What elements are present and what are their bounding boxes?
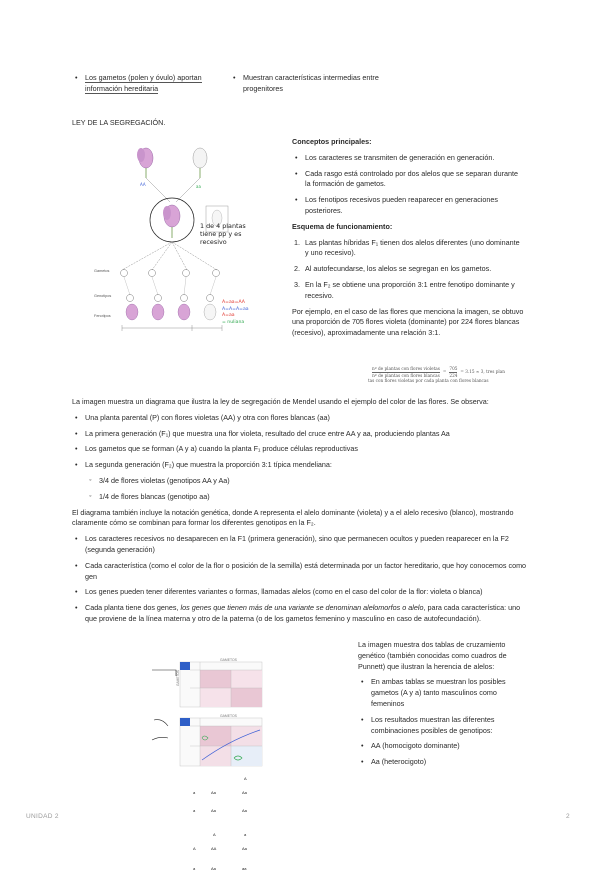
fact-item: • Los caracteres recesivos no desaparecen en la F1 (primera generación), sino que permanecen ocultos y pueden reaparecer en la F2 (segunda generación) bbox=[72, 534, 528, 556]
fact-item-alleles: • Cada planta tiene dos genes, los genes que tienen más de una variante se denominan alelomorfos o alelo, para cada característica: uno que proviene de la línea materna y otro de la paterna (o de los gametos femenino y masculino en caso de autofecundación). bbox=[72, 603, 528, 625]
t2-cell: AA bbox=[211, 845, 217, 851]
t2-cell: Aa bbox=[211, 865, 216, 871]
punnett-title-1: GAMETOS bbox=[220, 658, 237, 662]
t2-row-header: a bbox=[193, 865, 196, 871]
footer-page-number: 2 bbox=[566, 813, 570, 820]
legend-line-1: A=aa=AA bbox=[222, 300, 245, 305]
top-bullet-right: • Muestran características intermedias entre progenitores bbox=[230, 73, 380, 95]
concepts-block bbox=[292, 137, 524, 344]
concept-item: • Los caracteres se transmiten de generación en generación. bbox=[292, 153, 524, 164]
f2-flowers bbox=[126, 304, 216, 320]
diagram-legend bbox=[222, 300, 249, 327]
main-text bbox=[72, 397, 528, 630]
t1-cell: Aa bbox=[211, 807, 216, 813]
diagram-row-fenotipos: Fenotipos bbox=[94, 314, 111, 318]
observation-item: • La segunda generación (F₂) que muestra la proporción 3:1 típica mendeliana: bbox=[72, 460, 528, 471]
diagram-row-genotipos: Genotipos bbox=[94, 294, 112, 298]
legend-line-4: = nuliana bbox=[222, 319, 245, 325]
punnett-diagram bbox=[150, 658, 268, 871]
formula-denominator: nº de plantas con flores blancas bbox=[372, 372, 440, 378]
formula-line2: tas con flores violetas por cada planta con flores blancas bbox=[368, 378, 489, 384]
concept-item: • Los fenotipos recesivos pueden reaparecer en generaciones posteriores. bbox=[292, 195, 524, 217]
ratio-formula: nº de plantas con flores violetas nº de plantas con flores blancas = $\frac{705}{224}$ = 3.15 ≈ 3, tres plan tas con flores violetas por cada planta con flores blancas bbox=[372, 366, 532, 384]
punnett-bullet: • En ambas tablas se muestran los posibles gametos (A y a) tanto masculinos como femeninos bbox=[358, 677, 530, 709]
fact-item: • Los genes pueden tener diferentes variantes o formas, llamadas alelos (como en el caso del color de la flor: violeta o blanca) bbox=[72, 587, 528, 598]
legend-line-3: A=aa bbox=[222, 313, 235, 319]
segregation-diagram bbox=[92, 140, 272, 345]
observation-item: • Los gametos que se forman (A y a) cuando la planta F₁ produce células reproductivas bbox=[72, 444, 528, 455]
t2-col-header: A bbox=[213, 831, 216, 837]
scheme-item: 2. Al autofecundarse, los alelos se segregan en los gametos. bbox=[294, 264, 492, 274]
footer-unit: UNIDAD 2 bbox=[26, 813, 59, 820]
top-bullet-left: • Los gametos (polen y óvulo) aportan información hereditaria bbox=[72, 73, 222, 95]
svg-text:AA: AA bbox=[140, 182, 146, 187]
t1-row-header: a bbox=[193, 807, 196, 813]
sub-item: ◦ 1/4 de flores blancas (genotipo aa) bbox=[86, 492, 528, 503]
svg-text:aa: aa bbox=[196, 184, 201, 189]
legend-line-2: A=A=A=aa bbox=[222, 306, 249, 312]
formula-value-num: 705 bbox=[449, 366, 458, 371]
t1-cell: Aa bbox=[242, 807, 247, 813]
scheme-item: 3. En la F₂ se obtiene una proporción 3:1 entre fenotipo dominante y recesivo. bbox=[294, 279, 515, 300]
punnett-bullet: • Aa (heterocigoto) bbox=[358, 757, 530, 768]
parent-purple-flower bbox=[137, 148, 153, 178]
punnett-title-2: GAMETOS bbox=[220, 714, 237, 718]
f1-purple-flower bbox=[163, 205, 180, 238]
observation-item: • La primera generación (F₁) que muestra una flor violeta, resultado del cruce entre AA y aa, produciendo plantas Aa bbox=[72, 429, 528, 440]
t1-col-header: A bbox=[213, 775, 216, 781]
t2-cell: aa bbox=[242, 865, 247, 871]
concepts-title: Conceptos principales: bbox=[292, 137, 372, 146]
concept-item: • Cada rasgo está controlado por dos alelos que se separan durante la formación de gametos. bbox=[292, 169, 524, 191]
scheme-title: Esquema de funcionamiento: bbox=[292, 221, 393, 231]
punnett-intro: La imagen muestra dos tablas de cruzamiento genético (también conocidas como cuadros de Punnett) que ilustran la herencia de alelos: bbox=[358, 640, 507, 671]
fact-item: • Cada característica (como el color de la flor o posición de la semilla) está determinada por un factor hereditario, que hoy conocemos como gen bbox=[72, 561, 528, 583]
example-paragraph: Por ejemplo, en el caso de las flores que menciona la imagen, se obtuvo una proporción de 705 flores violeta (dominante) por 224 flores blancas (recesivo), aproximadamente una relación 3:1. bbox=[292, 306, 524, 338]
gamete-circles bbox=[121, 270, 220, 277]
t1-col-header: A bbox=[244, 775, 247, 781]
main-intro: La imagen muestra un diagrama que ilustra la ley de segregación de Mendel usando el ejemplo del color de las flores. Se observa: bbox=[72, 397, 489, 406]
scheme-item: 1. Las plantas híbridas F₁ tienen dos alelos diferentes (uno dominante y uno recesivo). bbox=[294, 237, 520, 258]
sub-item: ◦ 3/4 de flores violetas (genotipos AA y Aa) bbox=[86, 476, 528, 487]
punnett-bullet: • Los resultados muestran las diferentes combinaciones posibles de genotipos: bbox=[358, 715, 530, 737]
section-heading: LEY DE LA SEGREGACIÓN. bbox=[72, 118, 166, 127]
punnett-bullet: • AA (homocigoto dominante) bbox=[358, 741, 530, 752]
t1-row-header: a bbox=[193, 789, 196, 795]
diagram-row-gametos: Gametos bbox=[94, 269, 110, 273]
formula-result: = 3.15 ≈ 3, tres plan bbox=[460, 369, 505, 375]
t1-cell: Aa bbox=[211, 789, 216, 795]
parent-white-flower bbox=[193, 148, 207, 178]
t2-col-header: a bbox=[244, 831, 247, 837]
notation-paragraph: El diagrama también incluye la notación genética, donde A representa el alelo dominante (violeta) y a el alelo recesivo (blanco), mostrando claramente cómo se combinan para formar los diferentes genotipos en la F₂. bbox=[72, 507, 514, 528]
t2-row-header: A bbox=[193, 845, 196, 851]
t1-cell: Aa bbox=[242, 789, 247, 795]
observation-item: • Una planta parental (P) con flores violetas (AA) y otra con flores blancas (aa) bbox=[72, 413, 528, 424]
formula-numerator: nº de plantas con flores violetas bbox=[372, 366, 440, 371]
diagram-annotation: 1 de 4 plantas tiene pp y es recesivo bbox=[200, 222, 246, 246]
punnett-text-block bbox=[358, 640, 530, 773]
t2-cell: Aa bbox=[242, 845, 247, 851]
punnett-side-label: GAMETOS bbox=[176, 670, 180, 686]
formula-value-den: 224 bbox=[449, 372, 458, 378]
